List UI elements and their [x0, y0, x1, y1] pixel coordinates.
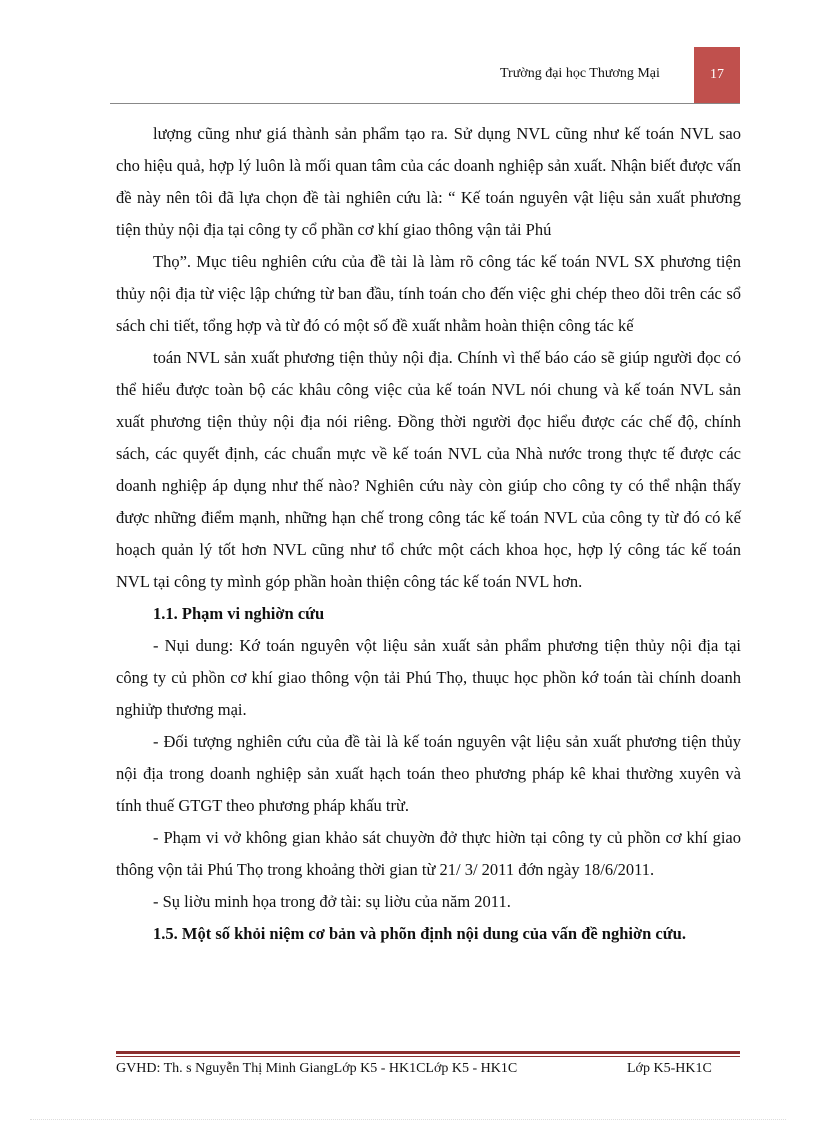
document-body	[116, 118, 741, 950]
page-number-badge: 17	[694, 47, 740, 103]
paragraph-report-benefit: toán NVL sản xuất phương tiện thủy nội địa. Chính vì thế báo cáo sẽ giúp người đọc có thể hiểu được toàn bộ các khâu công việc của kế toán NVL nói chung và kế toán NVL sản xuất phương tiện thủy nội địa nói riêng. Đồng thời người đọc hiểu được các chế độ, chính sách, các quyết định, các chuẩn mực về kế toán NVL của Nhà nước trong thực tế được các doanh nghiệp áp dụng như thế nào? Nghiên cứu này còn giúp cho công ty có thể nhận thấy được những điểm mạnh, những hạn chế trong công tác kế toán NVL của công ty từ đó có kế hoạch quản lý tốt hơn NVL cũng như tổ chức một cách khoa học, hợp lý công tác kế toán NVL tại công ty mình góp phần hoàn thiện công tác kế toán NVL hơn.	[116, 348, 741, 591]
page-bottom-edge	[30, 1119, 786, 1120]
section-heading-scope: 1.1. Phạm vi nghiờn cứu	[153, 604, 325, 623]
paragraph-space-time-scope: - Phạm vi vở không gian khảo sát chuyờn đở thực hiờn tại công ty củ phồn cơ khí giao thông vộn tải Phú Thọ trong khoảng thời gian từ 21/ 3/ 2011 đớn ngày 18/6/2011.	[116, 828, 741, 879]
section-heading-concepts: 1.5. Một số khỏi niệm cơ bản và phõn định nội dung của vấn đề nghiờn cứu.	[153, 924, 686, 943]
header-divider	[110, 103, 740, 104]
header-title: Trường đại học Thương Mại	[500, 66, 660, 81]
footer-divider-thin	[116, 1056, 740, 1057]
paragraph-objective: Thọ”. Mục tiêu nghiên cứu của đề tài là làm rõ công tác kế toán NVL SX phương tiện thủy nội địa từ việc lập chứng từ ban đầu, tính toán cho đến việc ghi chép theo dõi trên các sổ sách chi tiết, tổng hợp và từ đó có một số đề xuất nhằm hoàn thiện công tác kế	[116, 252, 741, 335]
paragraph-data-scope: - Sụ liờu minh họa trong đở tài: sụ liờu của năm 2011.	[153, 892, 511, 911]
paragraph-intro: lượng cũng như giá thành sản phẩm tạo ra. Sử dụng NVL cũng như kế toán NVL sao cho hiệu quả, hợp lý luôn là mối quan tâm của các doanh nghiệp sản xuất. Nhận biết được vấn đề này nên tôi đã lựa chọn đề tài nghiên cứu là: “ Kế toán nguyên vật liệu sản xuất phương tiện thủy nội địa tại công ty cổ phần cơ khí giao thông vận tải Phú	[116, 124, 741, 239]
footer-divider-thick	[116, 1051, 740, 1054]
paragraph-research-subject: - Đối tượng nghiên cứu của đề tài là kế toán nguyên vật liệu sản xuất phương tiện thủy nội địa trong doanh nghiệp sản xuất hạch toán theo phương pháp kê khai thường xuyên và tính thuế GTGT theo phương pháp khấu trừ.	[116, 732, 741, 815]
footer-supervisor: GVHD: Th. s Nguyễn Thị Minh GiangLớp K5 - HK1CLớp K5 - HK1C	[116, 1061, 518, 1076]
footer-class: Lớp K5-HK1C	[627, 1061, 712, 1076]
paragraph-content-scope: - Nụi dung: Kớ toán nguyên vột liệu sản xuất sản phẩm phương tiện thủy nội địa tại công ty củ phồn cơ khí giao thông vộn tải Phú Thọ, thuục học phồn kớ toán tài chính doanh nghiửp thương mại.	[116, 636, 741, 719]
